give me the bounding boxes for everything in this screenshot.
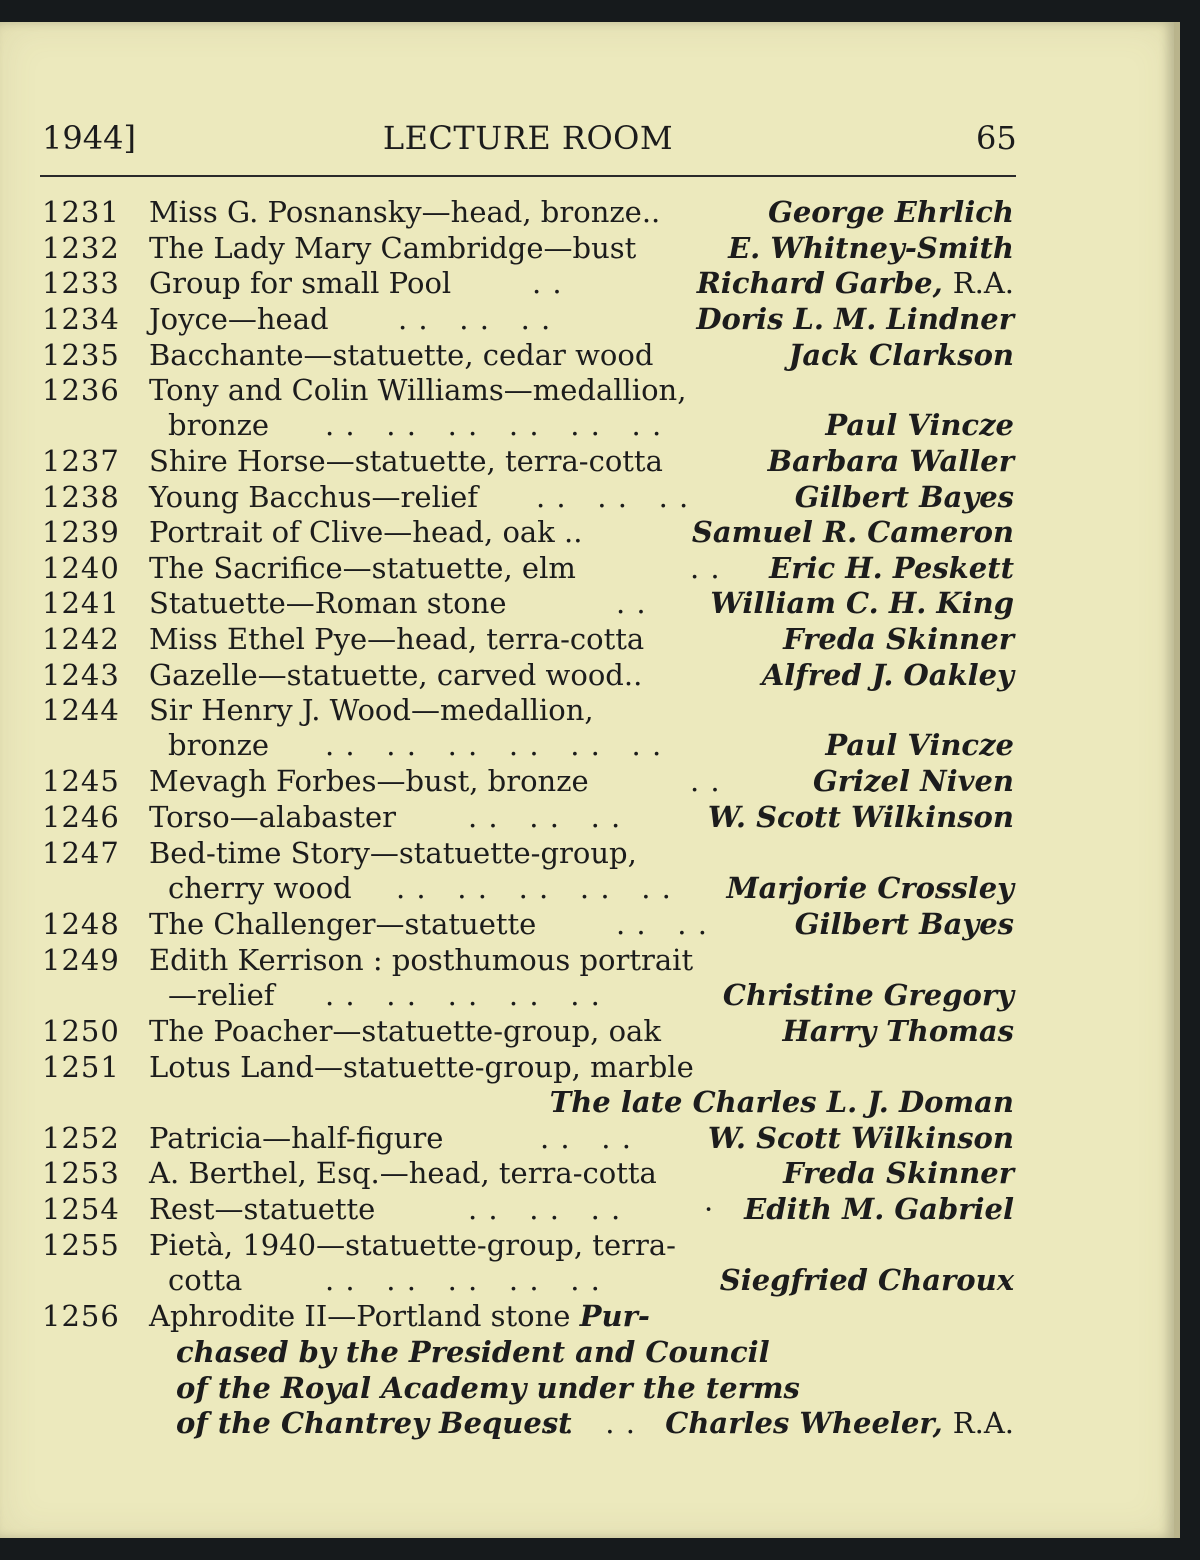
- entry-artist: [665, 1405, 1014, 1441]
- leader-dots: . . . . . .: [398, 302, 552, 336]
- catalogue-number: 1256: [42, 1299, 120, 1333]
- entry-description: Pietà, 1940—statuette-group, terra-: [149, 1228, 676, 1262]
- page-number: 65: [976, 119, 1017, 157]
- leader-dots: . . . . . . . . . .: [325, 978, 601, 1012]
- entry-artist: Alfred J. Oakley: [761, 658, 1014, 692]
- catalogue-number: 1247: [42, 836, 120, 870]
- entry-description: The Lady Mary Cambridge—bust: [149, 231, 637, 265]
- catalogue-number: 1236: [42, 373, 120, 407]
- catalogue-number: 1240: [42, 551, 120, 585]
- entry-artist: Paul Vincze: [825, 728, 1014, 762]
- entry-description: Tony and Colin Williams—medallion,: [149, 373, 687, 407]
- entry-artist: Jack Clarkson: [788, 338, 1014, 372]
- artist-name: Richard Garbe,: [696, 266, 943, 300]
- entry-description: Miss G. Posnansky—head, bronze..: [149, 195, 661, 229]
- catalogue-number: 1233: [42, 266, 120, 300]
- entry-description-continued: —relief: [168, 978, 275, 1012]
- entry-description: The Challenger—statuette: [149, 907, 537, 941]
- entry-description: Patricia—half-figure: [149, 1121, 444, 1155]
- header-year: 1944]: [42, 119, 136, 157]
- leader-dots: . . . .: [616, 907, 708, 941]
- leader-dots: . . . . . .: [536, 480, 690, 514]
- catalogue-number: 1254: [42, 1192, 120, 1226]
- catalogue-number: 1252: [42, 1121, 120, 1155]
- chantrey-note-line: of the Chantrey Bequest: [176, 1406, 572, 1440]
- artist-name: Charles Wheeler,: [665, 1406, 943, 1440]
- entry-artist: Freda Skinner: [783, 1156, 1014, 1190]
- catalogue-number: 1239: [42, 515, 120, 549]
- entry-artist: Freda Skinner: [783, 622, 1014, 656]
- entry-description: Gazelle—statuette, carved wood..: [149, 658, 643, 692]
- entry-artist: Grizel Niven: [812, 764, 1014, 798]
- catalogue-number: 1232: [42, 231, 120, 265]
- entry-artist: Christine Gregory: [722, 978, 1014, 1012]
- header-rule: [40, 175, 1016, 177]
- entry-description-continued: cherry wood: [168, 871, 352, 905]
- leader-dots: . .: [690, 764, 721, 798]
- entry-description: Miss Ethel Pye—head, terra-cotta: [149, 622, 645, 656]
- entry-artist: George Ehrlich: [768, 195, 1014, 229]
- leader-dots: . . . . . . . . . .: [396, 871, 672, 905]
- catalogue-number: 1234: [42, 302, 120, 336]
- entry-artist: Harry Thomas: [782, 1014, 1014, 1048]
- entry-description: Portrait of Clive—head, oak ..: [149, 515, 583, 549]
- entry-artist: Gilbert Bayes: [794, 907, 1014, 941]
- catalogue-number: 1255: [42, 1228, 120, 1262]
- entry-description-continued: bronze: [168, 728, 270, 762]
- catalogue-number: 1242: [42, 622, 120, 656]
- catalogue-number: 1246: [42, 800, 120, 834]
- page-title: LECTURE ROOM: [382, 119, 674, 157]
- catalogue-number: 1231: [42, 195, 120, 229]
- chantrey-note-line: of the Royal Academy under the terms: [176, 1371, 800, 1405]
- entry-artist: W. Scott Wilkinson: [707, 1121, 1014, 1155]
- entry-description: Joyce—head: [149, 302, 329, 336]
- entry-artist: Paul Vincze: [825, 408, 1014, 442]
- entry-description: [149, 1298, 650, 1334]
- entry-artist: Doris L. M. Lindner: [696, 302, 1014, 336]
- entry-description: Statuette—Roman stone: [149, 586, 507, 620]
- leader-dots: . . . . . . . . . .: [325, 1263, 601, 1297]
- catalogue-number: 1237: [42, 444, 120, 478]
- entry-artist: Barbara Waller: [767, 444, 1014, 478]
- catalogue-number: 1235: [42, 338, 120, 372]
- leader-dots: . . . .: [544, 1406, 636, 1440]
- leader-dots: . . . . . . . . . . . .: [325, 408, 663, 442]
- entry-description: Young Bacchus—relief: [149, 480, 479, 514]
- page-edge: [1174, 22, 1180, 1538]
- catalogue-number: 1250: [42, 1014, 120, 1048]
- catalogue-number: 1249: [42, 943, 120, 977]
- chantrey-note-start: Pur-: [579, 1299, 650, 1333]
- leader-dots: . . . .: [540, 1121, 632, 1155]
- entry-description: Edith Kerrison : posthumous portrait: [149, 943, 694, 977]
- entry-description: Mevagh Forbes—bust, bronze: [149, 764, 589, 798]
- artist-suffix: R.A.: [952, 1406, 1014, 1440]
- entry-description-continued: bronze: [168, 408, 270, 442]
- entry-artist: W. Scott Wilkinson: [707, 800, 1014, 834]
- entry-artist: Eric H. Peskett: [769, 551, 1014, 585]
- entry-artist: Marjorie Crossley: [726, 871, 1014, 905]
- catalogue-number: 1238: [42, 480, 120, 514]
- leader-dots: . .: [616, 586, 647, 620]
- entry-description: The Poacher—statuette-group, oak: [149, 1014, 661, 1048]
- leader-dots: . .: [690, 551, 721, 585]
- catalogue-number: 1243: [42, 658, 120, 692]
- entry-artist: Edith M. Gabriel: [744, 1192, 1014, 1226]
- entry-artist: Samuel R. Cameron: [691, 515, 1014, 549]
- artist-suffix: R.A.: [952, 266, 1014, 300]
- catalogue-number: 1251: [42, 1050, 120, 1084]
- entry-description-main: Aphrodite II—Portland stone: [149, 1299, 571, 1333]
- entry-description: Sir Henry J. Wood—medallion,: [149, 693, 594, 727]
- entry-artist: William C. H. King: [710, 586, 1014, 620]
- chantrey-note-line: chased by the President and Council: [176, 1335, 770, 1369]
- catalogue-number: 1253: [42, 1156, 120, 1190]
- entry-description: Lotus Land—statuette-group, marble: [149, 1050, 694, 1084]
- entry-description: Bacchante—statuette, cedar wood: [149, 338, 654, 372]
- leader-dots: . . . . . . . . . . . .: [325, 728, 663, 762]
- catalogue-number: 1248: [42, 907, 120, 941]
- leader-dots: . .: [532, 266, 563, 300]
- leader-bullet: ·: [704, 1192, 715, 1226]
- entry-description: Shire Horse—statuette, terra-cotta: [149, 444, 663, 478]
- leader-dots: . . . . . .: [468, 800, 622, 834]
- catalogue-number: 1245: [42, 764, 120, 798]
- catalogue-number: 1244: [42, 693, 120, 727]
- entry-artist: E. Whitney-Smith: [728, 231, 1014, 265]
- entry-description-continued: cotta: [168, 1263, 243, 1297]
- leader-dots: . . . . . .: [468, 1192, 622, 1226]
- entry-description: A. Berthel, Esq.—head, terra-cotta: [149, 1156, 657, 1190]
- entry-artist: The late Charles L. J. Doman: [549, 1085, 1014, 1119]
- entry-description: Group for small Pool: [149, 266, 452, 300]
- entry-description: Torso—alabaster: [149, 800, 397, 834]
- entry-description: The Sacrifice—statuette, elm: [149, 551, 576, 585]
- entry-artist: Gilbert Bayes: [794, 480, 1014, 514]
- entry-artist: [697, 265, 1014, 301]
- entry-artist: Siegfried Charoux: [719, 1263, 1014, 1297]
- entry-description: Rest—statuette: [149, 1192, 376, 1226]
- entry-description: Bed-time Story—statuette-group,: [149, 836, 637, 870]
- catalogue-number: 1241: [42, 586, 120, 620]
